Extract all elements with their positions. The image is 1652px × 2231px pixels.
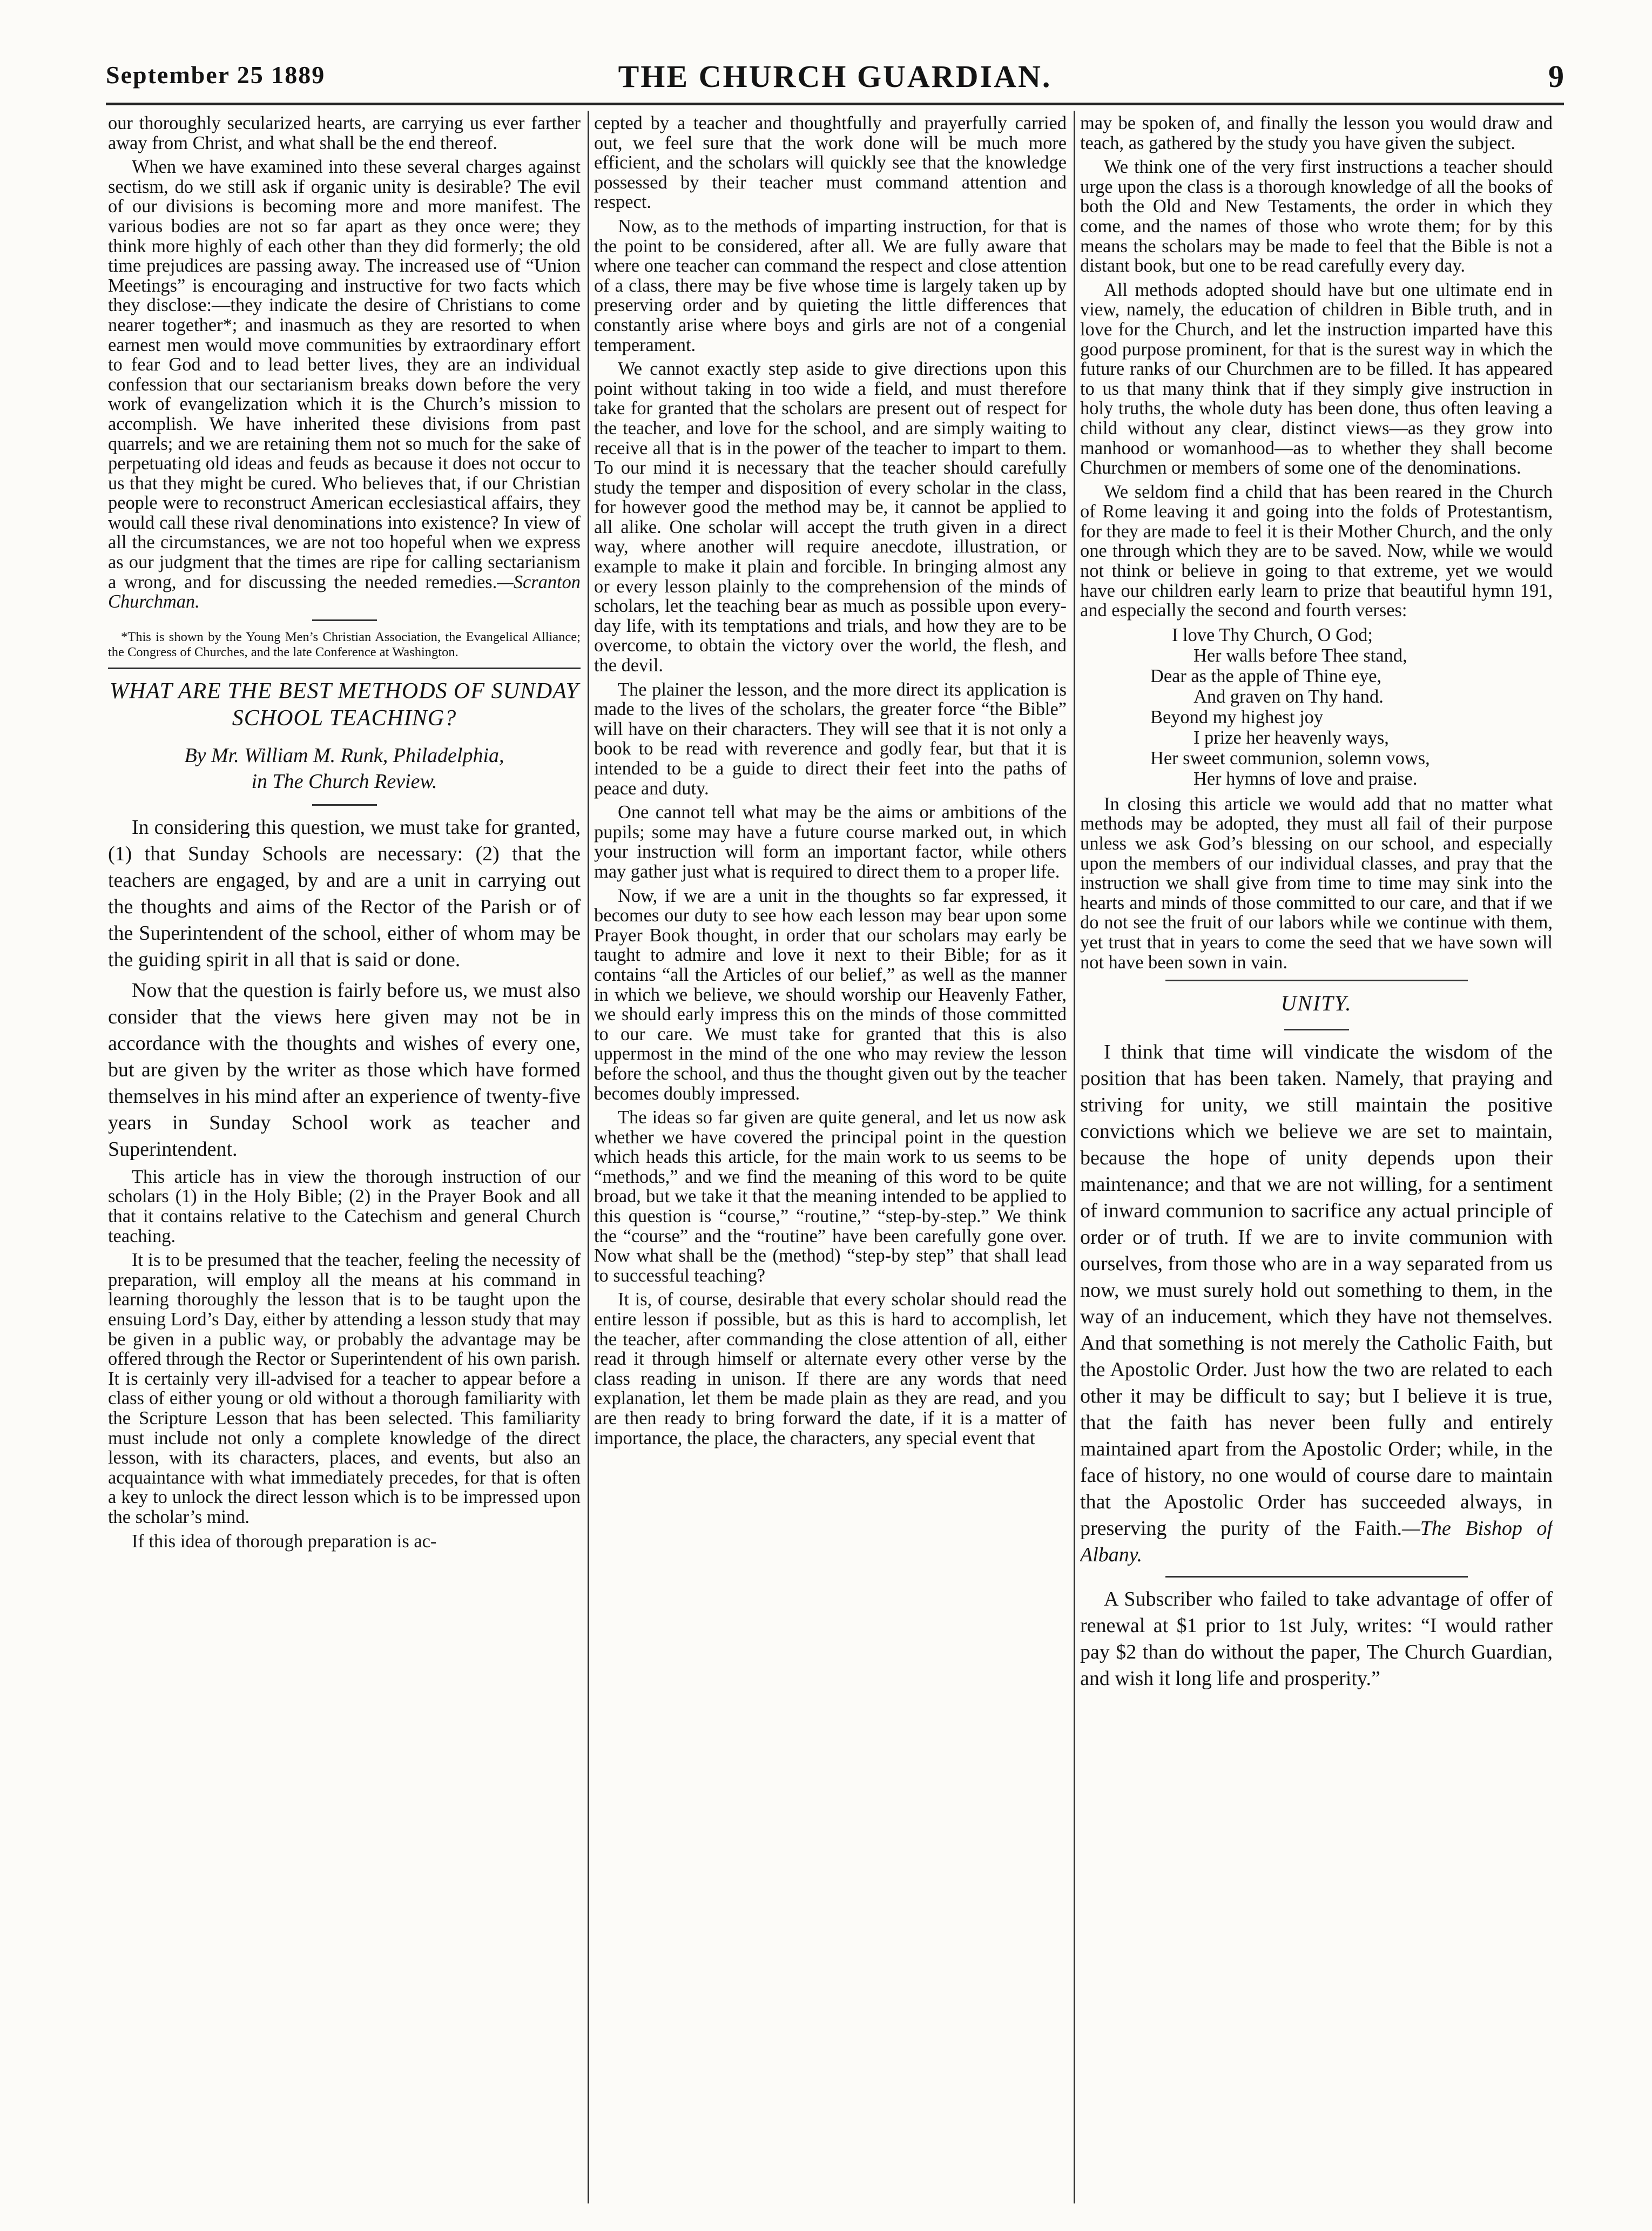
poem-line: And graven on Thy hand. (1194, 686, 1384, 707)
source-credit: —Scranton Churchman. (108, 571, 581, 612)
header-page-number: 9 (1548, 59, 1564, 94)
paragraph: may be spoken of, and finally the lesson you would draw and teach, as gathered by the study you have given the subject. (1080, 113, 1553, 153)
article-title: WHAT ARE THE BEST METHODS OF SUNDAY SCHOOL TEACHING? (110, 678, 579, 731)
column-1 (108, 113, 581, 2203)
paragraph: Now, if we are a unit in the thoughts so far expressed, it becomes our duty to see how each lesson may bear upon some Prayer Book thought, in order that our scholars may early be taught to admire and love it next to their Bible; for as it contains “all the Articles of our belief,” as well as the manner in which we believe, we should worship our Heavenly Father, we should early impress this on the minds of those committed to our care. We must take for granted that this is also uppermost in the mind of the one who may review the lesson before the school, and thus the thought given out by the teacher becomes doubly impressed. (594, 885, 1067, 1104)
column-divider-2 (1074, 111, 1075, 2203)
paragraph (1080, 1039, 1553, 1568)
paragraph: This article has in view the thorough instruction of our scholars (1) in the Holy Bible; (2) in the Prayer Book and all that it contains relative to the Catechism and general Church teaching. (108, 1166, 581, 1246)
paragraph: Now, as to the methods of imparting instruction, for that is the point to be considered, after all. We are fully aware that where one teacher can command the respect and close attention of a class, there may be five whose time is largely taken up by preserving order and by quieting the little differences that constantly arise where boys and girls are not of a congenial temperament. (594, 215, 1067, 355)
paragraph: our thoroughly secularized hearts, are carrying us ever farther away from Christ, and what shall be the end thereof. (108, 113, 581, 153)
divider (108, 668, 581, 669)
article-byline (108, 743, 581, 794)
poem-line: Her walls before Thee stand, (1194, 645, 1407, 666)
footnote: *This is shown by the Young Men’s Christian Association, the Evangelical Alliance; the Congress of Churches, and the late Conference at Washington. (108, 629, 581, 659)
paragraph-text: I think that time will vindicate the wisdom of the position that has been taken. Namely, that praying and striving for unity, we still maintain the positive convictions which we believe we are set to maintain, because the hope of unity depends upon their maintenance; and that we are not willing, for a sentiment of inward communion to sacrifice any actual principle of order or of truth. If we are to invite communion with ourselves, from those who are in a way separated from us now, we must surely hold out something to them, in the way of an inducement, which they have not themselves. And that something is not merely the Catholic Faith, but the Apostolic Order. Just how the two are related to each other it may be difficult to say; but I believe it is true, that the faith has never been fully and entirely maintained apart from the Apostolic Order; while, in the face of history, no one would of course dare to maintain that the Apostolic Order has succeeded always, in preserving the purity of the Faith. (1080, 1041, 1553, 1540)
poem-line: Her hymns of love and praise. (1194, 768, 1418, 789)
poem-line: I love Thy Church, O God; (1172, 624, 1373, 645)
byline-source: in The Church Review. (251, 770, 437, 793)
paragraph: We seldom find a child that has been reared in the Church of Rome leaving it and going into the folds of Protestantism, for they are made to feel it is their Mother Church, and the only one through which they are to be saved. Now, while we would not think or believe in going to that extreme, yet we would have our children early learn to prize that beautiful hymn 191, and especially the second and fourth verses: (1080, 481, 1553, 621)
paragraph: In considering this question, we must take for granted, (1) that Sunday Schools are necessary: (2) that the teachers are engaged, by and are a unit in carrying out the thoughts and aims of the Rector of the Parish or of the Superintendent of the school, either of whom may be the guiding spirit in all that is said or done. (108, 815, 581, 971)
paragraph: In closing this article we would add that no matter what methods may be adopted, they must all fail of their purpose unless we ask God’s blessing on our school, and especially upon the members of our individual classes, and pray that the instruction we shall give from time to time may sink into the hearts and minds of those committed to our care, and that if we do not see the fruit of our labors while we continue with them, yet trust that in years to come the seed that we have sown will not have been sown in vain. (1080, 793, 1553, 973)
paragraph (108, 157, 581, 612)
paragraph: All methods adopted should have but one ultimate end in view, namely, the education of children in Bible truth, and in love for the Church, and let the instruction imparted have this good purpose prominent, for that is the surest way in which the future ranks of our Churchmen are to be filled. It has appeared to us that many think that if they simply give instruction in holy truths, the whole duty has been done, thus often leaving a child without any clear, distinct views—as they grow into manhood or womanhood—as to whether they shall become Churchmen or members of some one of the denominations. (1080, 279, 1553, 478)
page-header (106, 60, 1564, 98)
paragraph: The plainer the lesson, and the more direct its application is made to the lives of the scholars, the greater force “the Bible” will have on their characters. They will see that it is not only a book to be read with reverence and godly fear, but that it is intended to be a guide to direct their feet into the paths of peace and duty. (594, 679, 1067, 799)
paragraph-text: When we have examined into these several charges against sectism, do we still ask if organic unity is desirable? The evil of our divisions is becoming more and more manifest. The various bodies are not so far apart as they once were; they think more highly of each other than they did formerly; the old time prejudices are passing away. The increased use of “Union Meetings” is encouraging and instructive for two facts which they disclose:—they indicate the desire of Christians to come nearer together*; and inasmuch as they are resorted to when earnest men would move communities by extraordinary effort to fear God and to lead better lives, they are an individual confession that our sectarianism breaks down before the very work of evangelization which it is the Church’s mission to accomplish. We have inherited these divisions from past quarrels; and we are retaining them not so much for the sake of perpetuating old ideas and feuds as because it does not occur to us that they might be cured. Who believes that, if our Christian people were to reconstruct American ecclesiastical affairs, they would call these rival denominations into existence? In view of all the circumstances, we are not too hopeful when we express as our judgment that the times are ripe for calling sectarianism a wrong, and for discussing the needed remedies. (108, 157, 581, 592)
paragraph: It is, of course, desirable that every scholar should read the entire lesson if possible, but as this is hard to accomplish, let the teacher, after commanding the close attention of all, either read it through himself or alternate every other verse by the class reading in unison. If there are any words that need explanation, let them be made plain as they are read, and you are then ready to bring forward the date, if it is a matter of importance, the place, the characters, any special event that (594, 1289, 1067, 1448)
header-rule (106, 103, 1564, 105)
source-credit: —The Bishop of Albany. (1080, 1517, 1553, 1567)
header-date: September 25 1889 (106, 61, 326, 89)
poem-line: Beyond my highest joy (1150, 706, 1324, 727)
divider (1284, 1029, 1349, 1030)
hymn-verses (1080, 625, 1553, 789)
paragraph: We think one of the very first instructions a teacher should urge upon the class is a thorough knowledge of all the books of both the Old and New Testaments, the order in which they come, and the names of those who wrote them; for by this means the scholars may be made to feel that the Bible is not a distant book, but one to be read carefully every day. (1080, 157, 1553, 277)
poem-line: I prize her heavenly ways, (1194, 727, 1389, 748)
header-title: THE CHURCH GUARDIAN. (618, 59, 1052, 94)
section-title: UNITY. (1280, 991, 1352, 1016)
paragraph: If this idea of thorough preparation is ac- (132, 1531, 437, 1552)
divider (312, 619, 377, 621)
paragraph: cepted by a teacher and thoughtfully and prayerfully carried out, we feel sure that the work done will be much more efficient, and the scholars will quickly see that the knowledge possessed by their teacher must command attention and respect. (594, 113, 1067, 213)
poem-line: Dear as the apple of Thine eye, (1150, 665, 1382, 686)
divider (1165, 980, 1468, 981)
paragraph: One cannot tell what may be the aims or ambitions of the pupils; some may have a future course marked out, in which your instruction will form an important factor, while others may gather just what is required to direct them to a proper life. (594, 802, 1067, 882)
column-3 (1080, 113, 1553, 2203)
subscriber-note: A Subscriber who failed to take advantage of offer of renewal at $1 prior to 1st July, writes: “I would rather pay $2 than do without the paper, The Church Guardian, and wish it long life and prosperity.” (1080, 1588, 1553, 1690)
paragraph: The ideas so far given are quite general, and let us now ask whether we have covered the principal point in the question which heads this article, for the main work to us seems to be “methods,” and we find the meaning of this word to be quite broad, but we take it that the meaning intended to be applied to this question is “course,” “routine,” “step-by-step.” We think the “course” and the “routine” have been carefully gone over. Now what shall be the (method) “step-by step” that shall lead to successful teaching? (594, 1107, 1067, 1286)
column-divider-1 (588, 111, 589, 2203)
poem-line: Her sweet communion, solemn vows, (1150, 747, 1430, 769)
paragraph: It is to be presumed that the teacher, feeling the necessity of preparation, will employ all the means at his command in learning thoroughly the lesson that is to be taught upon the ensuing Lord’s Day, either by attending a lesson study that may be given in a public way, or probably the advantage may be offered through the Rector or Superintendent of his own parish. It is certainly very ill-advised for a teacher to appear before a class of either young or old without a thorough familiarity with the Scripture Lesson that has been selected. This familiarity must include not only a complete knowledge of the direct lesson, with its characters, places, and events, but also an acquaintance with what immediately precedes, for that is often a key to unlock the direct lesson which is to be impressed upon the scholar’s mind. (108, 1250, 581, 1527)
paragraph: Now that the question is fairly before us, we must also consider that the views here given may not be in accordance with the thoughts and wishes of every one, but are given by the writer as those which have formed themselves in his mind after an experience of twenty-five years in Sunday School work as teacher and Superintendent. (108, 979, 581, 1161)
paragraph: We cannot exactly step aside to give directions upon this point without taking in too wide a field, and must therefore take for granted that the scholars are present out of respect for the teacher, and love for the school, and are simply waiting to receive all that is in the power of the teacher to impart to them. To our mind it is necessary that the teacher should carefully study the temper and disposition of every scholar in the class, for however good the method may be, it cannot be applied to all alike. One scholar will accept the truth given in a direct way, where another will require anecdote, illustration, or example to make it plain and forcible. In bringing almost any or every lesson plainly to the comprehension of the minds of scholars, let the teaching bear as much as possible upon every-day life, with its temptations and trials, and how they are to be overcome, to obtain the victory over the world, the flesh, and the devil. (594, 359, 1067, 676)
column-2 (594, 113, 1067, 2203)
divider (312, 804, 377, 806)
divider (1165, 1576, 1468, 1578)
byline-author: By Mr. William M. Runk, Philadelphia, (184, 744, 504, 767)
